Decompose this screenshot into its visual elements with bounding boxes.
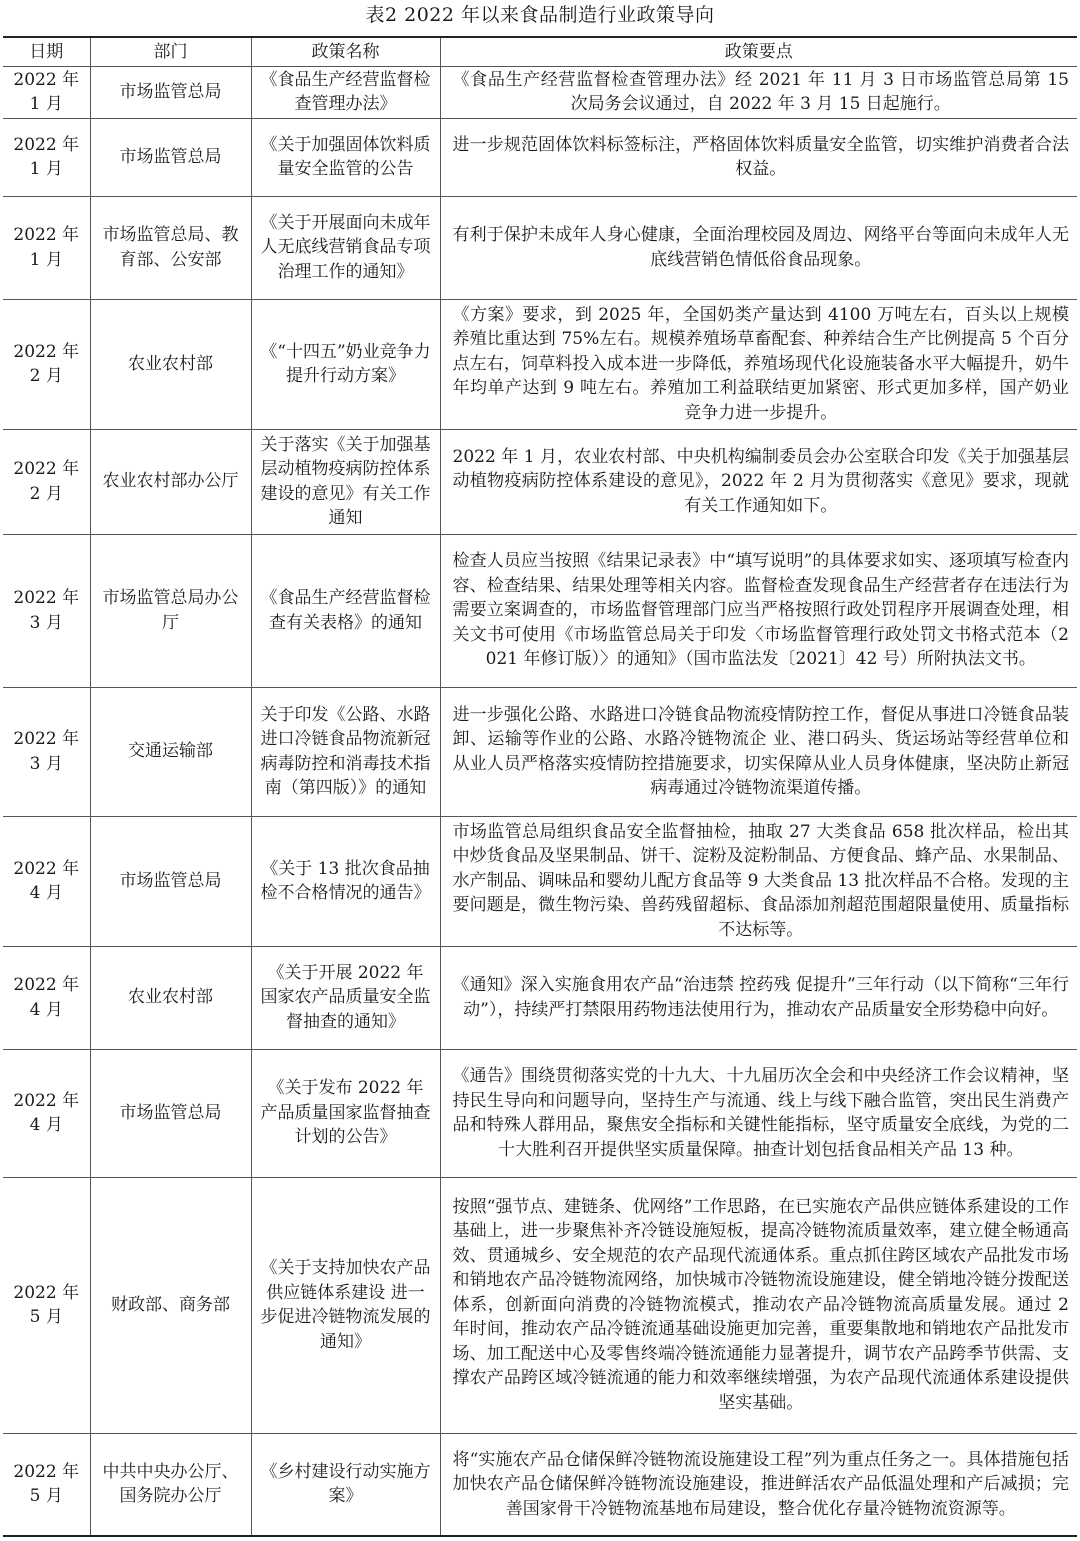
policy-points-cell: 有利于保护未成年人身心健康，全面治理校园及周边、网络平台等面向未成年人无底线营销色情低俗食品现象。 [440,196,1077,299]
department-cell: 市场监管总局 [90,1049,251,1177]
department-cell: 农业农村部办公厅 [90,429,251,534]
date-cell: 2022 年 4 月 [3,946,90,1049]
policy-name-cell: 《关于开展 2022 年国家农产品质量安全监督抽查的通知》 [251,946,440,1049]
department-cell: 市场监管总局 [90,118,251,196]
policy-points-cell: 《通告》围绕贯彻落实党的十九大、十九届历次全会和中央经济工作会议精神，坚持民生导向和问题导向，坚持生产与流通、线上与线下融合监管，突出民生消费产品和特殊人群用品，聚焦安全指标和关键性能指标，坚守质量安全底线，为党的二十大胜利召开提供坚实质量保障。抽查计划包括食品相关产品 13 种。 [440,1049,1077,1177]
policy-points-cell: 2022 年 1 月，农业农村部、中央机构编制委员会办公室联合印发《关于加强基层动植物疫病防控体系建设的意见》，2022 年 2 月为贯彻落实《意见》要求，现就有关工作通知如下。 [440,429,1077,534]
policy-name-cell: 《食品生产经营监督检查管理办法》 [251,66,440,118]
table-row [3,1433,1077,1536]
department-cell: 交通运输部 [90,687,251,816]
policy-name-cell: 《关于加强固体饮料质量安全监管的公告 [251,118,440,196]
date-cell: 2022 年 4 月 [3,1049,90,1177]
date-cell: 2022 年 3 月 [3,534,90,687]
policy-points-cell: 将“实施农产品仓储保鲜冷链物流设施建设工程”列为重点任务之一。具体措施包括加快农产品仓储保鲜冷链物流设施建设，推进鲜活农产品低温处理和产后减损；完善国家骨干冷链物流基地布局建设，整合优化存量冷链物流资源等。 [440,1433,1077,1536]
department-cell: 中共中央办公厅、国务院办公厅 [90,1433,251,1536]
department-cell: 农业农村部 [90,299,251,429]
policy-name-cell: 关于印发《公路、水路进口冷链食品物流新冠病毒防控和消毒技术指南（第四版）》的通知 [251,687,440,816]
table-row [3,66,1077,118]
policy-name-cell: 关于落实《关于加强基层动植物疫病防控体系建设的意见》有关工作通知 [251,429,440,534]
policy-points-cell: 按照“强节点、建链条、优网络”工作思路，在已实施农产品供应链体系建设的工作基础上，进一步聚焦补齐冷链设施短板，提高冷链物流质量效率，建立健全畅通高效、贯通城乡、安全规范的农产品现代流通体系。重点抓住跨区域农产品批发市场和销地农产品冷链物流网络，加快城市冷链物流设施建设，健全销地冷链分拨配送体系，创新面向消费的冷链物流模式，推动农产品冷链物流高质量发展。通过 2 年时间，推动农产品冷链流通基础设施更加完善，重要集散地和销地农产品批发市场、加工配送中心及零售终端冷链流通能力显著提升，调节农产品跨季节供需、支撑农产品跨区域冷链流通的能力和效率继续增强，为农产品现代流通体系建设提供坚实基础。 [440,1177,1077,1433]
policy-name-cell: 《“十四五”奶业竞争力提升行动方案》 [251,299,440,429]
date-cell: 2022 年 3 月 [3,687,90,816]
policy-points-cell: 进一步强化公路、水路进口冷链食品物流疫情防控工作，督促从事进口冷链食品装卸、运输等作业的公路、水路冷链物流企 业、港口码头、货运场站等经营单位和从业人员严格落实疫情防控措施要求，切实保障从业人员身体健康，坚决防止新冠病毒通过冷链物流渠道传播。 [440,687,1077,816]
table-row [3,196,1077,299]
header-date: 日期 [3,37,90,66]
policy-points-cell: 《方案》要求，到 2025 年，全国奶类产量达到 4100 万吨左右，百头以上规模养殖比重达到 75%左右。规模养殖场草畜配套、种养结合生产比例提高 5 个百分点左右，饲草料投入成本进一步降低，养殖场现代化设施装备水平大幅提升，奶牛年均单产达到 9 吨左右。养殖加工利益联结更加紧密、形式更加多样，国产奶业竞争力进一步提升。 [440,299,1077,429]
date-cell: 2022 年 5 月 [3,1433,90,1536]
table-row [3,429,1077,534]
policy-name-cell: 《乡村建设行动实施方案》 [251,1433,440,1536]
table-row [3,1049,1077,1177]
policy-points-cell: 进一步规范固体饮料标签标注，严格固体饮料质量安全监管，切实维护消费者合法权益。 [440,118,1077,196]
table-row [3,1177,1077,1433]
policy-name-cell: 《关于开展面向未成年人无底线营销食品专项治理工作的通知》 [251,196,440,299]
date-cell: 2022 年 2 月 [3,299,90,429]
table-row [3,118,1077,196]
department-cell: 市场监管总局 [90,816,251,946]
table-row [3,816,1077,946]
policy-points-cell: 《食品生产经营监督检查管理办法》经 2021 年 11 月 3 日市场监管总局第 15 次局务会议通过，自 2022 年 3 月 15 日起施行。 [440,66,1077,118]
date-cell: 2022 年 1 月 [3,66,90,118]
department-cell: 市场监管总局 [90,66,251,118]
policy-table [3,36,1077,1537]
date-cell: 2022 年 1 月 [3,196,90,299]
policy-name-cell: 《关于 13 批次食品抽检不合格情况的通告》 [251,816,440,946]
date-cell: 2022 年 5 月 [3,1177,90,1433]
policy-name-cell: 《关于发布 2022 年产品质量国家监督抽查计划的公告》 [251,1049,440,1177]
table-header-row [3,37,1077,66]
department-cell: 财政部、商务部 [90,1177,251,1433]
header-department: 部门 [90,37,251,66]
policy-name-cell: 《关于支持加快农产品供应链体系建设 进一步促进冷链物流发展的通知》 [251,1177,440,1433]
header-policy-name: 政策名称 [251,37,440,66]
table-row [3,534,1077,687]
date-cell: 2022 年 2 月 [3,429,90,534]
policy-points-cell: 市场监管总局组织食品安全监督抽检，抽取 27 大类食品 658 批次样品，检出其中炒货食品及坚果制品、饼干、淀粉及淀粉制品、方便食品、蜂产品、水果制品、水产制品、调味品和婴幼儿配方食品等 9 大类食品 13 批次样品不合格。发现的主要问题是，微生物污染、兽药残留超标、食品添加剂超范围超限量使用、质量指标不达标等。 [440,816,1077,946]
department-cell: 市场监管总局办公厅 [90,534,251,687]
policy-name-cell: 《食品生产经营监督检查有关表格》的通知 [251,534,440,687]
header-policy-points: 政策要点 [440,37,1077,66]
table-row [3,687,1077,816]
table-row [3,946,1077,1049]
policy-points-cell: 检查人员应当按照《结果记录表》中“填写说明”的具体要求如实、逐项填写检查内容、检查结果、结果处理等相关内容。监督检查发现食品生产经营者存在违法行为需要立案调查的，市场监督管理部门应当严格按照行政处罚程序开展调查处理，相关文书可使用《市场监管总局关于印发〈市场监督管理行政处罚文书格式范本（2021 年修订版）〉的通知》（国市监法发〔2021〕42 号）所附执法文书。 [440,534,1077,687]
table-caption: 表2 2022 年以来食品制造行业政策导向 [365,4,715,26]
department-cell: 农业农村部 [90,946,251,1049]
date-cell: 2022 年 4 月 [3,816,90,946]
policy-points-cell: 《通知》深入实施食用农产品“治违禁 控药残 促提升”三年行动（以下简称“三年行动”），持续严打禁限用药物违法使用行为，推动农产品质量安全形势稳中向好。 [440,946,1077,1049]
table-row [3,299,1077,429]
date-cell: 2022 年 1 月 [3,118,90,196]
department-cell: 市场监管总局、教育部、公安部 [90,196,251,299]
